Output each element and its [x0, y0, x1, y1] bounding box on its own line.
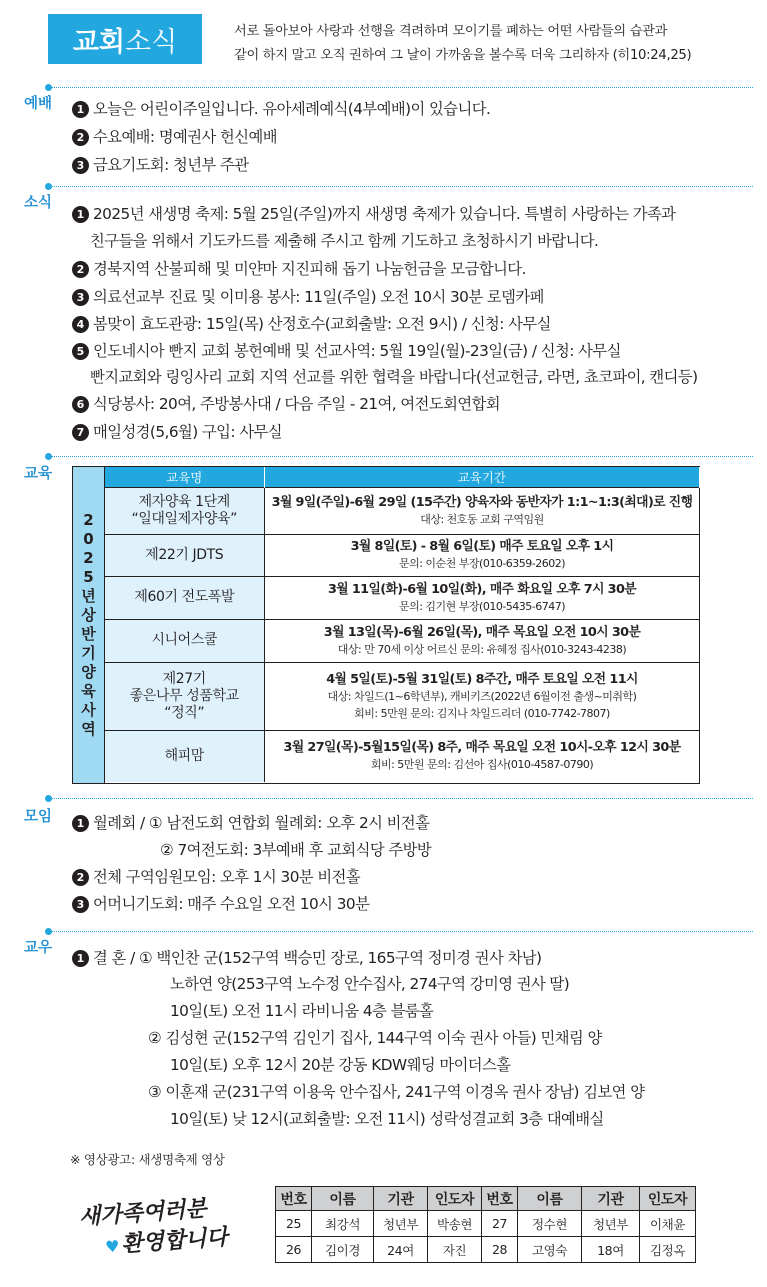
- education-side-label: 2 0 2 5 년 상 반 기 양 육 사 역: [73, 467, 105, 783]
- welcome-line: 환영합니다: [120, 1224, 229, 1258]
- list-item-cont: 10일(토) 낮 12시(교회출발: 오전 11시) 성락성결교회 3층 대예배실: [170, 1110, 604, 1128]
- table-row: 26 김이경 24여 자진 28 고영숙 18여 김정옥: [276, 1237, 696, 1263]
- list-item: 2 경북지역 산불피해 및 미얀마 지진피해 돕기 나눔헌금을 모금합니다.: [72, 256, 526, 283]
- table-row: 제60기 전도폭발 3월 11일(화)-6월 10일(화), 매주 화요일 오후 7시 30분 문의: 김기현 부장(010-5435-6747): [105, 576, 700, 619]
- list-item: 1 결 혼 / ① 백인찬 군(152구역 백승민 장로, 165구역 정미경 권사 차남): [72, 945, 541, 972]
- table-row: 25 최강석 청년부 박송현 27 정수현 청년부 이채윤: [276, 1211, 696, 1237]
- table-row: 시니어스쿨 3월 13일(목)-6월 26일(목), 매주 목요일 오전 10시 30분 대상: 만 70세 이상 어르신 문의: 유혜정 집사(010-3243-4238): [105, 619, 700, 662]
- list-item-cont: 10일(토) 오전 11시 라비니움 4층 블룸홀: [170, 1002, 434, 1020]
- col-header: 교육명: [105, 467, 264, 487]
- welcome-line: 새가족여러분: [78, 1195, 208, 1231]
- list-item: 1 오늘은 어린이주일입니다. 유아세례예식(4부예배)이 있습니다.: [72, 96, 490, 123]
- list-item-cont: ② 7여전도회: 3부예배 후 교회식당 주방방: [160, 841, 432, 859]
- scripture-verse: [234, 20, 754, 68]
- table-row: 제27기 좋은나무 성품학교 “정직” 4월 5일(토)-5월 31일(토) 8주간, 매주 토요일 오전 11시 대상: 차일드(1~6학년부), 캐비키즈(2022년 6월이전 출생~미취학) 회비: 5만원 문의: 김지나 차일드리더 (010-7742-7807): [105, 662, 700, 730]
- list-item-cont: ③ 이훈재 군(231구역 이용욱 안수집사, 241구역 이경옥 권사 장남) 김보연 양: [148, 1083, 645, 1101]
- table-row: 제자양육 1단계 “일대일제자양육” 3월 9일(주일)-6월 29일 (15주간) 양육자와 동반자가 1:1~1:3(최대)로 진행 대상: 천호동 교회 구역임원: [105, 487, 700, 534]
- welcome-message: [78, 1190, 262, 1264]
- video-ad-note: ※ 영상광고: 새생명축제 영상: [70, 1152, 225, 1167]
- list-item-cont: 10일(토) 오후 12시 20분 강동 KDW웨딩 마이더스홀: [170, 1056, 511, 1074]
- list-item: 3 의료선교부 진료 및 이미용 봉사: 11일(주일) 오전 10시 30분 로뎀카페: [72, 284, 544, 311]
- verse-line: 같이 하지 말고 오직 권하여 그 날이 가까움을 볼수록 더욱 그리하자 (히10:24,25): [234, 48, 692, 63]
- list-item: 2 전체 구역임원모임: 오후 1시 30분 비전홀: [72, 864, 360, 891]
- list-item: 2 수요예배: 명예권사 헌신예배: [72, 124, 277, 151]
- list-item: 1 월례회 / ① 남전도회 연합회 월례회: 오후 2시 비전홀: [72, 810, 429, 837]
- section-label-meeting: 모임: [24, 809, 53, 825]
- list-item-cont: 친구들을 위해서 기도카드를 제출해 주시고 함께 기도하고 초청하시기 바랍니다.: [90, 232, 599, 250]
- education-table: [72, 466, 700, 784]
- list-item-cont: 빤지교회와 링잉사리 교회 지역 선교를 위한 협력을 바랍니다(선교헌금, 라면, 쵸코파이, 캔디등): [90, 368, 698, 386]
- list-item: 3 금요기도회: 청년부 주관: [72, 152, 249, 179]
- section-label-education: 교육: [24, 466, 53, 482]
- list-item: 1 2025년 새생명 축제: 5월 25일(주일)까지 새생명 축제가 있습니다. 특별히 사랑하는 가족과: [72, 201, 675, 228]
- table-row: 제22기 JDTS 3월 8일(토) - 8월 6일(토) 매주 토요일 오후 1시 문의: 이순천 부장(010-6359-2602): [105, 534, 700, 576]
- divider: [48, 87, 753, 88]
- table-header: 번호 이름 기관 인도자 번호 이름 기관 인도자: [276, 1187, 696, 1211]
- divider: [48, 456, 753, 457]
- divider: [48, 931, 753, 932]
- divider: [48, 798, 753, 799]
- list-item: 5 인도네시아 빤지 교회 봉헌예배 및 선교사역: 5월 19일(월)-23일(금) / 신청: 사무실: [72, 338, 621, 365]
- section-label-news: 소식: [24, 195, 53, 211]
- list-item-cont: 노하연 양(253구역 노수정 안수집사, 274구역 강미영 권사 딸): [170, 975, 570, 993]
- section-title: [48, 14, 202, 64]
- list-item: 7 매일성경(5,6월) 구입: 사무실: [72, 419, 282, 446]
- list-item: 3 어머니기도회: 매주 수요일 오전 10시 30분: [72, 891, 369, 918]
- table-row: 해피맘 3월 27일(목)-5월15일(목) 8주, 매주 목요일 오전 10시-오후 12시 30분 회비: 5만원 문의: 김선아 집사(010-4587-0790): [105, 730, 700, 782]
- section-label-worship: 예배: [24, 96, 53, 112]
- section-label-members: 교우: [24, 940, 53, 956]
- col-header: 교육기간: [264, 467, 700, 487]
- newcomer-table: [275, 1186, 696, 1263]
- table-header: [105, 467, 700, 487]
- list-item: 6 식당봉사: 20여, 주방봉사대 / 다음 주일 - 21여, 여전도회연합회: [72, 391, 500, 418]
- heart-icon: ♥: [104, 1236, 121, 1257]
- verse-line: 서로 돌아보아 사랑과 선행을 격려하며 모이기를 폐하는 어떤 사람들의 습관과: [234, 24, 668, 39]
- list-item-cont: ② 김성현 군(152구역 김인기 집사, 144구역 이숙 권사 아들) 민채림 양: [148, 1029, 602, 1047]
- title-bold: 교회: [72, 26, 125, 58]
- list-item: 4 봄맞이 효도관광: 15일(목) 산정호수(교회출발: 오전 9시) / 신청: 사무실: [72, 311, 551, 338]
- title-light: 소식: [125, 26, 178, 58]
- divider: [48, 186, 753, 187]
